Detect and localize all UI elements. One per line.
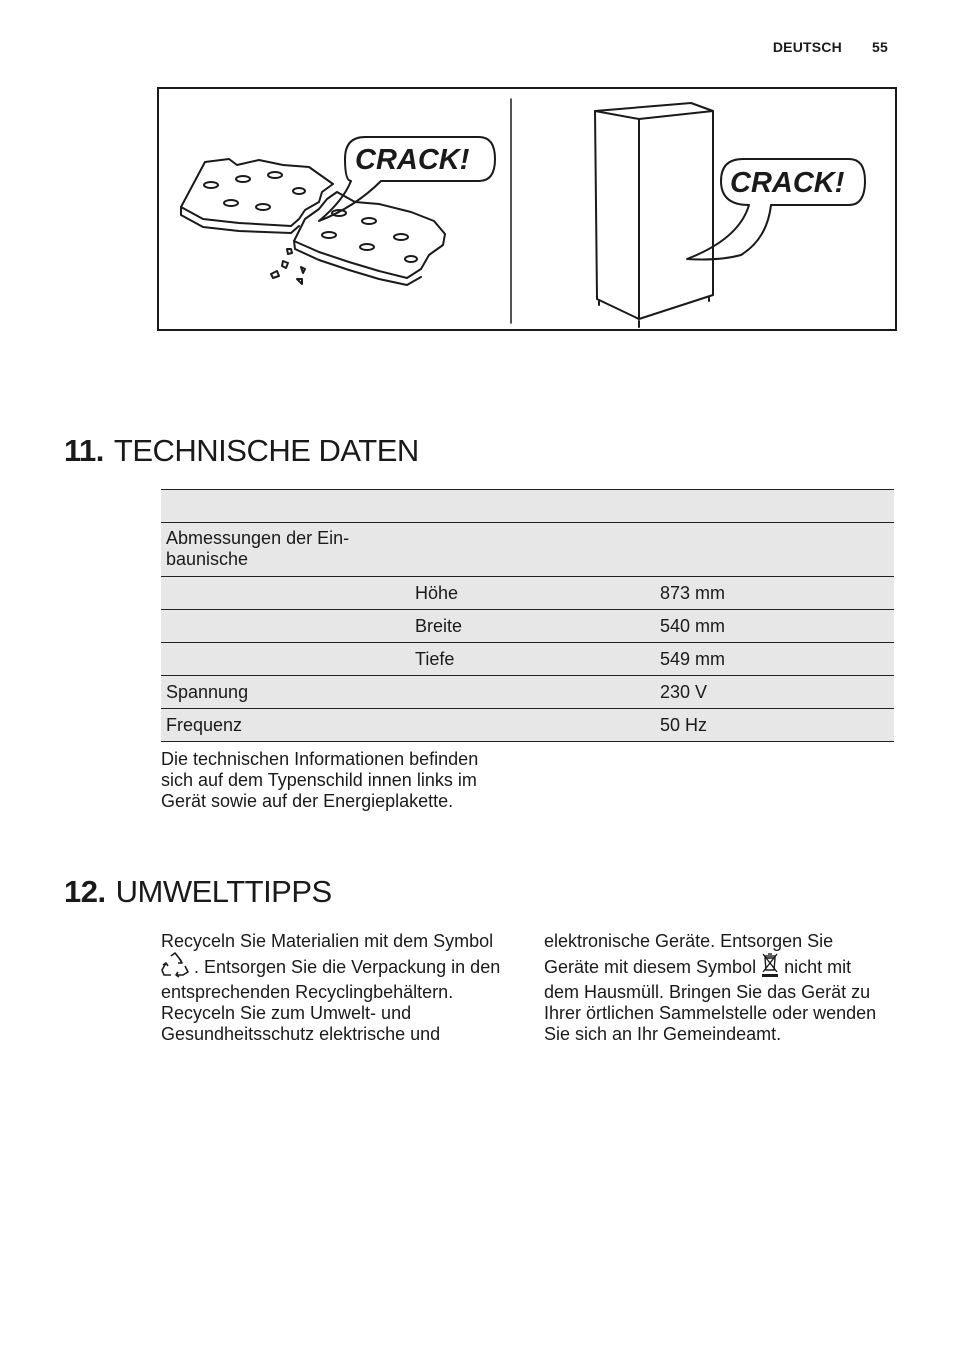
page-number: 55: [872, 39, 888, 55]
row-label: [161, 610, 410, 643]
environment-text-right: [544, 931, 904, 1045]
technical-data-table: [161, 489, 894, 742]
table-header-row: [161, 490, 894, 523]
technical-note: [161, 749, 506, 812]
crack-label-left: CRACK!: [355, 144, 470, 176]
text-line: . Entsorgen Sie die Verpackung in den: [189, 957, 501, 977]
ice-slab-left-edge: [181, 207, 299, 233]
row-value: 549 mm: [655, 643, 894, 676]
page-header: [773, 39, 888, 55]
section-11-number: 11.: [64, 433, 104, 468]
fridge-body: [595, 103, 713, 319]
table-row-dimensions: [161, 523, 894, 577]
row-sub: Breite: [410, 610, 655, 643]
environment-text-left: [161, 931, 521, 1045]
row-label: Spannung: [161, 676, 410, 709]
text-line: elektronische Geräte. Entsorgen Sie: [544, 931, 834, 951]
dimensions-label: Abmessungen der Ein-: [166, 528, 350, 548]
table-row: [161, 676, 894, 709]
row-label: [161, 577, 410, 610]
row-value: 230 V: [655, 676, 894, 709]
text-line: entsprechenden Recyclingbehältern.: [161, 982, 454, 1002]
row-label: [161, 643, 410, 676]
text-line: Recyceln Sie Materialien mit dem Symbol: [161, 931, 494, 951]
crack-label-right: CRACK!: [730, 167, 845, 199]
text-line: Recyceln Sie zum Umwelt- und: [161, 1003, 412, 1023]
text-line: nicht mit: [779, 957, 852, 977]
table-row: [161, 610, 894, 643]
table-row: [161, 709, 894, 742]
table-row: [161, 577, 894, 610]
text-line: Gesundheitsschutz elektrische und: [161, 1024, 441, 1044]
row-sub: [410, 676, 655, 709]
ice-slab-right-edge: [294, 241, 421, 285]
note-line: Die technischen Informationen befinden: [161, 749, 479, 769]
crossed-bin-icon: [761, 952, 779, 978]
table-row: [161, 643, 894, 676]
section-12-number: 12.: [64, 874, 106, 909]
note-line: Gerät sowie auf der Energieplakette.: [161, 791, 454, 811]
recycling-icon: [161, 952, 189, 978]
section-11-title: TECHNISCHE DATEN: [113, 433, 419, 468]
text-line: Sie sich an Ihr Gemeindeamt.: [544, 1024, 782, 1044]
text-line: dem Hausmüll. Bringen Sie das Gerät zu: [544, 982, 871, 1002]
illustration-drawing: [159, 89, 895, 329]
header-language: DEUTSCH: [772, 39, 842, 55]
row-value: 873 mm: [655, 577, 894, 610]
row-sub: Höhe: [410, 577, 655, 610]
row-sub: Tiefe: [410, 643, 655, 676]
dimensions-label-2: baunische: [166, 549, 249, 569]
row-value: 540 mm: [655, 610, 894, 643]
ice-slab-right: [294, 192, 445, 278]
row-value: 50 Hz: [655, 709, 894, 742]
section-12-heading: [64, 874, 332, 910]
note-line: sich auf dem Typenschild innen links im: [161, 770, 477, 790]
section-11-heading: [64, 433, 419, 469]
section-12-title: UMWELTTIPPS: [115, 874, 332, 909]
row-label: Frequenz: [161, 709, 410, 742]
warning-illustration: [157, 87, 897, 331]
text-line: Geräte mit diesem Symbol: [544, 957, 762, 977]
row-sub: [410, 709, 655, 742]
text-line: Ihrer örtlichen Sammelstelle oder wenden: [544, 1003, 877, 1023]
